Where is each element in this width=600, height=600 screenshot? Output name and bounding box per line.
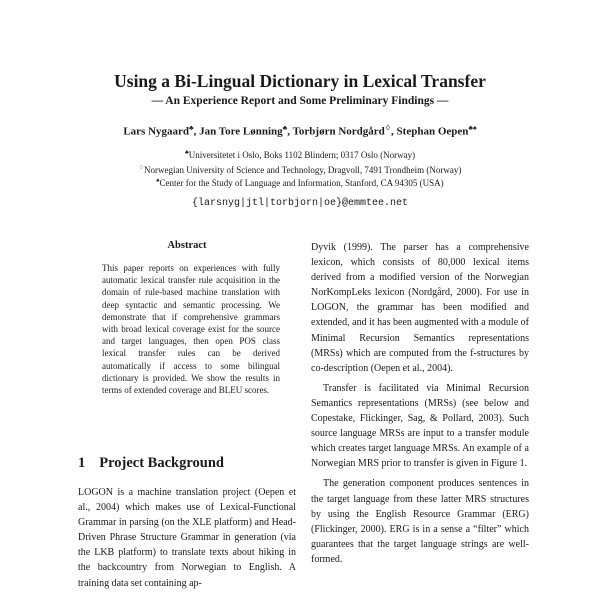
paper-title: Using a Bi-Lingual Dictionary in Lexical Transfer <box>114 71 486 91</box>
author-name: Torbjørn Nordgård <box>292 125 385 138</box>
section-title: Project Background <box>99 455 224 471</box>
section-number: 1 <box>78 455 86 471</box>
affiliation-line <box>0 150 600 160</box>
affiliation-mark: ♢ <box>384 124 392 132</box>
right-column <box>311 240 529 572</box>
author-email[interactable]: {larsnyg|jtl|torbjorn|oe}@emmtee.net <box>191 198 409 209</box>
abstract-text: This paper reports on experiences with fully automatic lexical transfer rule acquisition in the domain of rule-based machine translation with deep syntactic and semantic processing. We demonstrate that if comprehensive grammars with broad lexical coverage exist for the source and target languages, then open POS class lexical transfer rules can be derived automatically if access to some bilingual dictionary is provided. We show the results in terms of extended coverage and BLEU scores. <box>102 263 280 396</box>
affiliation-text: Center for the Study of Language and Information, Stanford, CA 94305 (USA) <box>159 178 444 188</box>
paragraph: Transfer is facilitated via Minimal Recursion Semantics representations (MRSs) (see below and Copestake, Flickinger, Sag, & Pollard, 2003). Such source language MRSs are input to a transfer module which creates target language MRSs. An example of a Norwegian MRS prior to transfer is given in Figure 1. <box>311 382 529 470</box>
affiliation-mark: ♢ <box>138 165 145 171</box>
author-list: Lars Nygaard♣, Jan Tore Lønning♣, Torbjørn Nordgård♢, Stephan Oepen♣♠ <box>123 124 477 138</box>
affiliation-mark: ♠ <box>156 178 160 184</box>
author-name: Jan Tore Lønning <box>199 125 283 138</box>
affiliation-mark: ♣ <box>282 124 288 132</box>
affiliation-mark: ♣♠ <box>468 124 477 132</box>
paragraph: The generation component produces sentences in the target language from these latter MRS structures by using the English Resource Grammar (ERG) (Flickinger, 2000). ERG is in a sense a “filter” which guarantees that the target language strings are well-formed. <box>311 478 529 565</box>
paragraph: Dyvik (1999). The parser has a comprehensive lexicon, which consists of 80,000 lexical items derived from a modified version of the Norwegian NorKompLeks lexicon (Nordgård, 2000). For use in LOGON, the grammar has been modified and extended, and it has been augmented with a module of Minimal Recursion Semantics representations (MRSs) which are computed from the f-structures by co-description (Oepen et al., 2004). <box>311 242 529 374</box>
affiliation-line <box>0 178 600 188</box>
affiliation-mark: ♣ <box>189 124 194 132</box>
section-body: LOGON is a machine translation project (Oepen et al., 2004) which makes use of Lexical-Functional Grammar in parsing (on the XLE platform) and Head-Driven Phrase Structure Grammar in generation (via the LKB platform) to translate texts about hiking in the backcountry from Norwegian to English. A training data set containing ap- <box>78 487 296 589</box>
affiliation-line <box>0 164 600 175</box>
affiliation-mark: ♣ <box>184 150 189 156</box>
section-heading <box>78 455 224 472</box>
author-name: Lars Nygaard <box>123 125 190 138</box>
author-name: Stephan Oepen <box>396 125 469 138</box>
paper-subtitle: — An Experience Report and Some Preliminary Findings — <box>151 95 449 107</box>
affiliation-text: Universitetet i Oslo, Boks 1102 Blindern; 0317 Oslo (Norway) <box>188 150 416 160</box>
affiliation-text: Norwegian University of Science and Technology, Dragvoll, 7491 Trondheim (Norway) <box>144 165 462 175</box>
abstract-heading: Abstract <box>167 240 207 251</box>
